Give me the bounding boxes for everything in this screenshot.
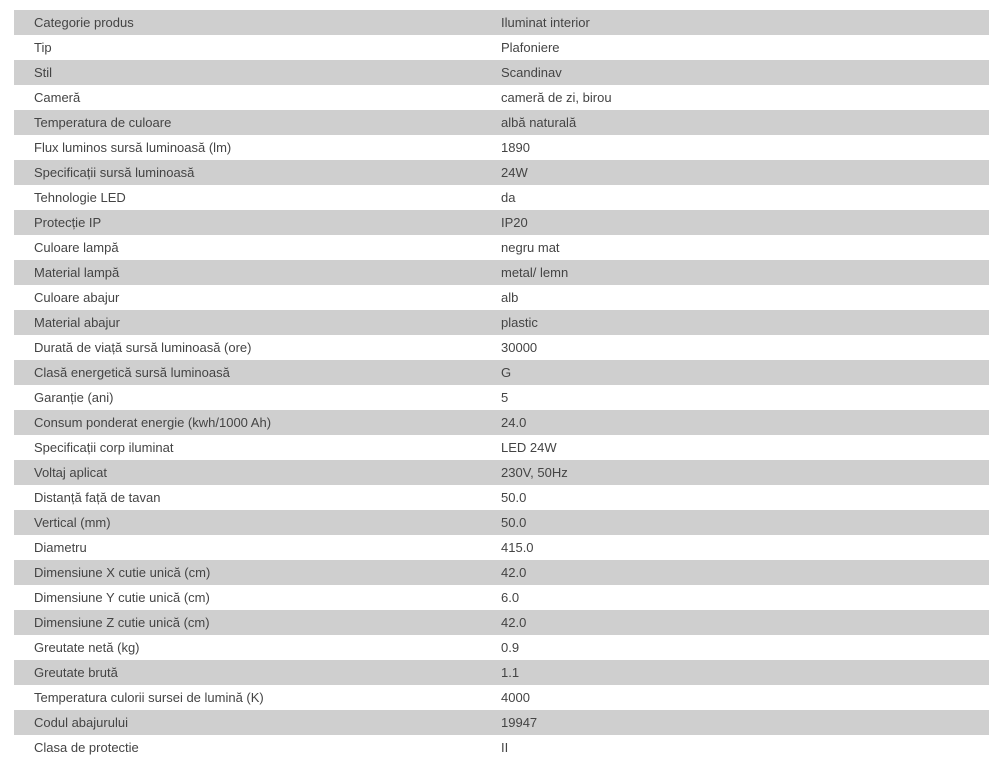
spec-label: Tehnologie LED xyxy=(14,185,501,210)
table-row xyxy=(14,235,989,260)
spec-label: Stil xyxy=(14,60,501,85)
table-row xyxy=(14,510,989,535)
spec-label: Codul abajurului xyxy=(14,710,501,735)
table-row xyxy=(14,10,989,35)
spec-value: cameră de zi, birou xyxy=(501,85,989,110)
spec-value: 50.0 xyxy=(501,510,989,535)
table-row xyxy=(14,635,989,660)
spec-value: negru mat xyxy=(501,235,989,260)
spec-value: 42.0 xyxy=(501,560,989,585)
spec-label: Cameră xyxy=(14,85,501,110)
spec-label: Material abajur xyxy=(14,310,501,335)
table-row xyxy=(14,60,989,85)
table-row xyxy=(14,735,989,760)
spec-value: 0.9 xyxy=(501,635,989,660)
spec-value: albă naturală xyxy=(501,110,989,135)
spec-label: Clasa de protectie xyxy=(14,735,501,760)
spec-value: G xyxy=(501,360,989,385)
spec-label: Protecție IP xyxy=(14,210,501,235)
spec-value: 50.0 xyxy=(501,485,989,510)
spec-label: Temperatura culorii sursei de lumină (K) xyxy=(14,685,501,710)
spec-value: 24.0 xyxy=(501,410,989,435)
table-row xyxy=(14,585,989,610)
table-row xyxy=(14,335,989,360)
spec-label: Dimensiune X cutie unică (cm) xyxy=(14,560,501,585)
spec-value: 30000 xyxy=(501,335,989,360)
spec-label: Dimensiune Z cutie unică (cm) xyxy=(14,610,501,635)
table-row xyxy=(14,685,989,710)
spec-value: alb xyxy=(501,285,989,310)
spec-value: LED 24W xyxy=(501,435,989,460)
table-row xyxy=(14,160,989,185)
spec-label: Durată de viață sursă luminoasă (ore) xyxy=(14,335,501,360)
spec-label: Distanță față de tavan xyxy=(14,485,501,510)
spec-label: Culoare abajur xyxy=(14,285,501,310)
spec-label: Specificații corp iluminat xyxy=(14,435,501,460)
table-row xyxy=(14,310,989,335)
spec-value: 415.0 xyxy=(501,535,989,560)
spec-value: 5 xyxy=(501,385,989,410)
spec-value: Plafoniere xyxy=(501,35,989,60)
table-row xyxy=(14,610,989,635)
spec-value: 4000 xyxy=(501,685,989,710)
spec-label: Vertical (mm) xyxy=(14,510,501,535)
spec-value: metal/ lemn xyxy=(501,260,989,285)
spec-label: Diametru xyxy=(14,535,501,560)
spec-value: Iluminat interior xyxy=(501,10,989,35)
spec-value: 230V, 50Hz xyxy=(501,460,989,485)
spec-value: Scandinav xyxy=(501,60,989,85)
spec-value: 24W xyxy=(501,160,989,185)
table-row xyxy=(14,560,989,585)
spec-label: Specificații sursă luminoasă xyxy=(14,160,501,185)
spec-label: Material lampă xyxy=(14,260,501,285)
spec-value: 19947 xyxy=(501,710,989,735)
spec-value: plastic xyxy=(501,310,989,335)
table-row xyxy=(14,660,989,685)
spec-label: Garanție (ani) xyxy=(14,385,501,410)
table-row xyxy=(14,35,989,60)
table-row xyxy=(14,285,989,310)
spec-label: Clasă energetică sursă luminoasă xyxy=(14,360,501,385)
table-row xyxy=(14,535,989,560)
spec-label: Flux luminos sursă luminoasă (lm) xyxy=(14,135,501,160)
spec-value: da xyxy=(501,185,989,210)
table-row xyxy=(14,185,989,210)
spec-table-body xyxy=(14,10,989,760)
spec-label: Temperatura de culoare xyxy=(14,110,501,135)
table-row xyxy=(14,460,989,485)
spec-table xyxy=(14,10,989,760)
table-row xyxy=(14,110,989,135)
spec-value: IP20 xyxy=(501,210,989,235)
spec-value: 42.0 xyxy=(501,610,989,635)
table-row xyxy=(14,135,989,160)
spec-label: Voltaj aplicat xyxy=(14,460,501,485)
spec-label: Dimensiune Y cutie unică (cm) xyxy=(14,585,501,610)
spec-value: II xyxy=(501,735,989,760)
table-row xyxy=(14,210,989,235)
table-row xyxy=(14,410,989,435)
spec-label: Tip xyxy=(14,35,501,60)
table-row xyxy=(14,710,989,735)
spec-value: 6.0 xyxy=(501,585,989,610)
spec-label: Culoare lampă xyxy=(14,235,501,260)
spec-label: Greutate netă (kg) xyxy=(14,635,501,660)
spec-label: Categorie produs xyxy=(14,10,501,35)
table-row xyxy=(14,260,989,285)
table-row xyxy=(14,360,989,385)
table-row xyxy=(14,85,989,110)
spec-label: Greutate brută xyxy=(14,660,501,685)
table-row xyxy=(14,435,989,460)
table-row xyxy=(14,485,989,510)
spec-label: Consum ponderat energie (kwh/1000 Ah) xyxy=(14,410,501,435)
table-row xyxy=(14,385,989,410)
spec-value: 1.1 xyxy=(501,660,989,685)
spec-value: 1890 xyxy=(501,135,989,160)
